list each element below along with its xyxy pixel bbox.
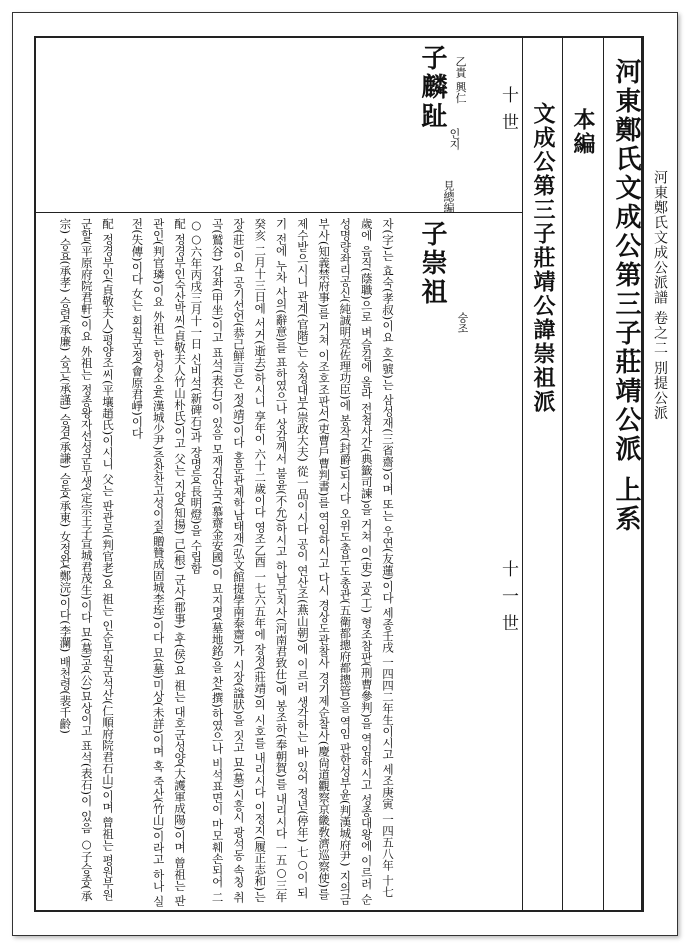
divider-header: [603, 36, 604, 912]
generation-right: 十世: [498, 86, 518, 140]
person-left-note: 숭조: [456, 312, 469, 334]
person-right-note-bottom: 見總編: [442, 180, 455, 213]
person-right-note-mark: 인지: [448, 128, 461, 150]
generation-left: 十一世: [498, 560, 518, 641]
divider-branch: [522, 36, 523, 912]
header-main: 河東鄭氏文成公第三子莊靖公派 上系: [611, 58, 641, 535]
side-caption: 河東鄭氏文成公派譜 卷之二 別提公派: [652, 170, 668, 421]
person-right-name: 子麟趾: [417, 44, 447, 131]
biography-paragraph: 配 정경부인(貞敬夫人)평양조씨(平壤趙氏)이시니 父는 판관로(判官老)요 祖는 인순부원군석산(仁順府院君石山)이며 曾祖는 평원부원군할(平原府院君軒)이요 外祖는 정종왕자선성군무생(定宗王子宣城君茂生)이다 묘(墓)공(公)묘상이고 표석(表石)이 있음 ○子승종(承宗) 승효(承孝) 승렴(承廉) 승근(承謹) 승겸(承謙) 승동(承東) 女정완(鄭浣)이다(李瀾) 배천령(裴千齡): [58, 218, 115, 902]
biography-text-3: [38, 218, 118, 908]
person-right-note-top: 乙貴 興仁: [454, 56, 467, 104]
biography-paragraph: 자(字)는 효숙(孝叔)이요 호(號)는 삼성재(三省齋)이며 또는 우연(友蓮)이다 세종壬戌 一四四二年生이시고 세조庚寅 一四五八年 十七歲에 음직(蔭職)으로 벼슬길에 올라 전첨사간(典籤司諫)을 거쳐 이(吏) 공(工) 형조참판(刑曹參判)을 역임하시고 성종대왕에 이르러 순성명량좌리공신(純誠明亮佐理功臣)에 봉작(封爵)되시다 오위도총부도총관(五衛都摠府都摠管)을 역임 판한성부윤(判漢城府尹) 지의금부사(知義禁府事)를 거쳐 이조호조판서(吏曹戶曹判書)를 역임하시고 다시 경상도관찰사 경기제순찰사(慶尙道觀察京畿敎濟巡察使)를 제수받으시니 관계(官階)는 숭정대부(崇政大夫) 從一品이시다 공이 연산조(燕山朝)에 이르러 생각하는 바 있어 정년(停年) 七○이 되기 전에 누차 사의(辭意)를 표하였으나 상감께서 불윤(不允)하시고 하남군치사(河南君致仕)에 봉조하(奉朝賀)를 내리시다 一五○三年癸亥 二月十三日에 서거(逝去)하시니 享年이 六十二歲이다 영조乙酉 一七六五年에 장정(莊靖)의 시호를 내리시다 이정지(履正志和)는 장(莊)이요 공기선언(恭己鮮言)은 정(靖)이다 홍문관제학남태재(弘文館提學南泰齋)가 시장(諡狀)을 짓고 묘(墓)시흥시 광석동 속칭 취곡(鷲谷) 갑좌(甲坐)이고 표석(表石)이 있음 모재김안국(慕齋金安國)이 묘지명(墓地銘)을 찬(撰)하였으나 비석표면이 마모훼손되어 二○○六年丙戌三月十一日 신비석(新碑石)과 장명등(長明燈)을 수립함: [189, 218, 395, 905]
biography-paragraph: 配 정경부인숙산박씨(貞敬夫人竹山朴氏)이고 父는 지양(知揚) 己(根) 군사(郡事) 후(侯)요 祖는 대호군성양(大護軍成陽)이며 曾祖는 판관인(判官璘)이요 外祖는 한성소윤(漢城少尹)증찬찬고성이질(贈贊成固城李垤)이다 묘(墓)미상(未詳)이며 혹 죽산(竹山)이라고 하나 실전(失傳)이다 女는 회원군정(會原君崢)이다: [130, 218, 187, 907]
person-left-name: 子崇祖: [417, 220, 447, 307]
header-sub: 本編: [570, 108, 596, 156]
divider-sub: [562, 36, 563, 912]
branch-title: 文成公第三子莊靖公諱崇祖派: [530, 102, 556, 414]
